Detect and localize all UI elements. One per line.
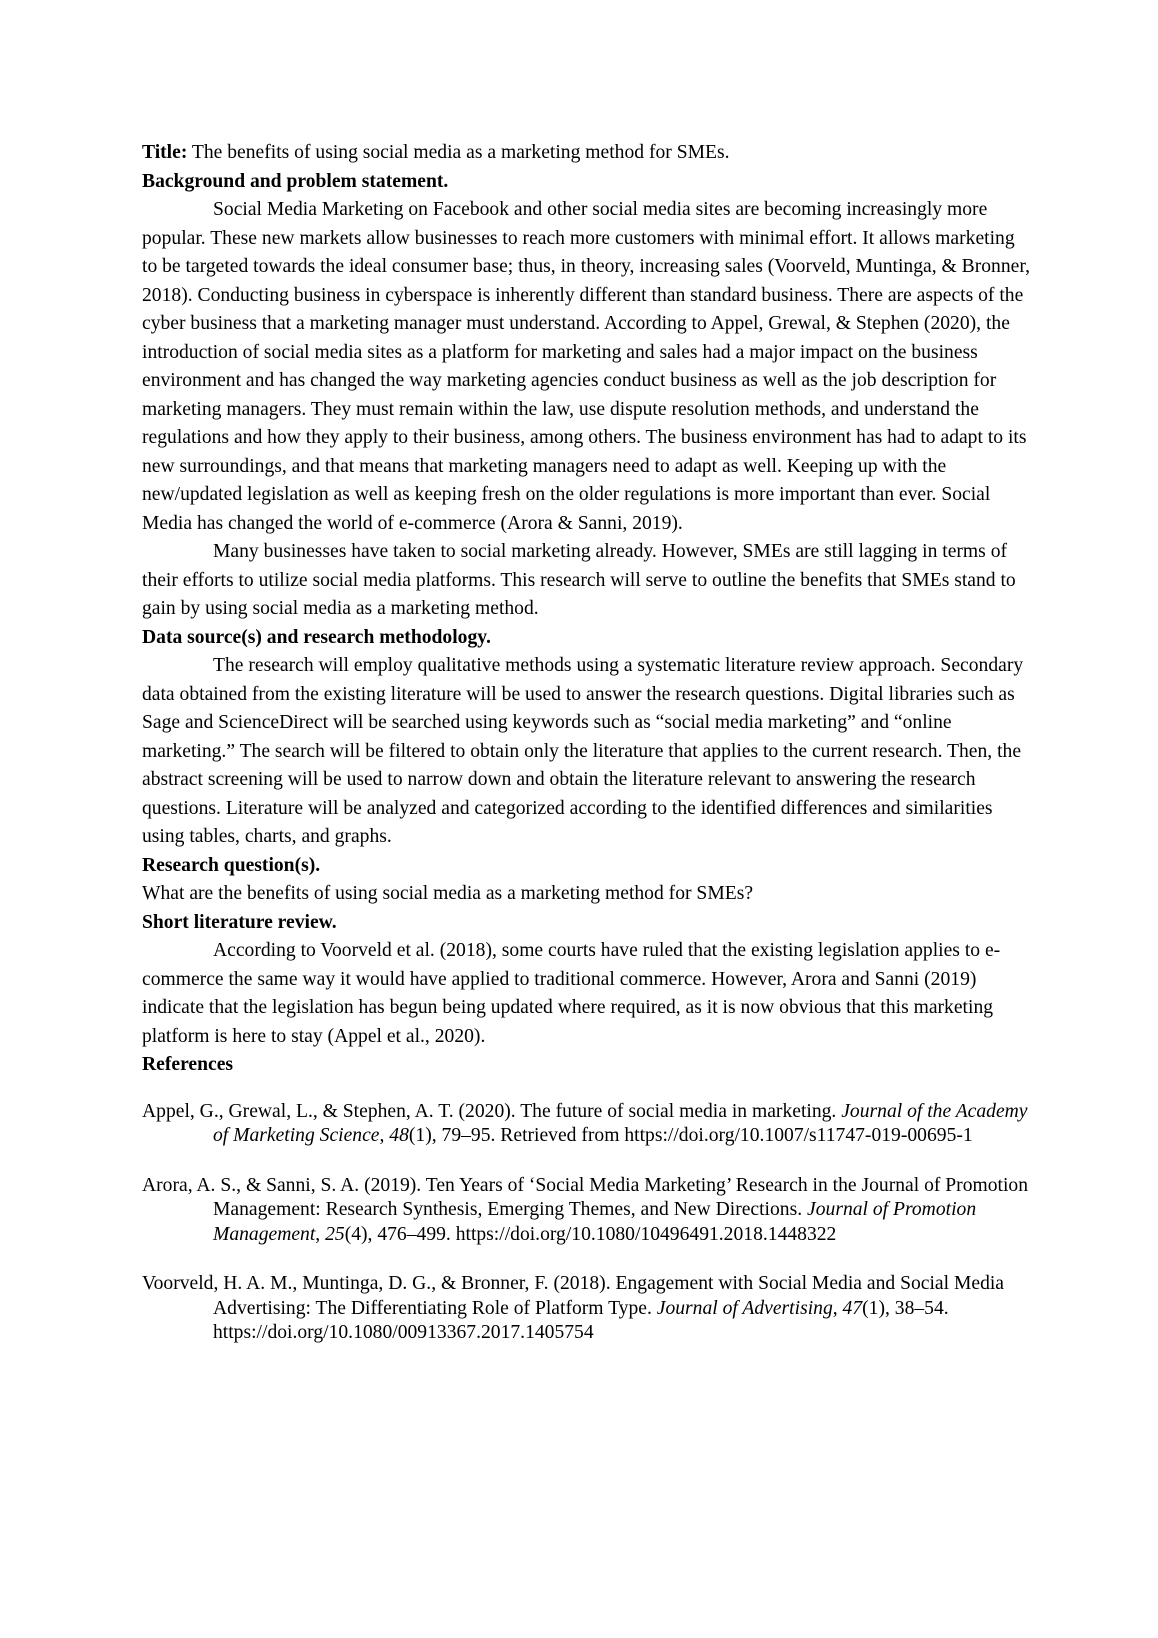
title-line <box>142 139 1032 168</box>
reference-journal: Journal of the Academy of Marketing Science <box>213 1100 1028 1146</box>
reference-volume: 48 <box>389 1125 409 1146</box>
research-question-1: What are the benefits of using social media as a marketing method for SMEs? <box>142 883 754 904</box>
document-page <box>142 139 1032 1371</box>
references-heading: References <box>142 1054 234 1075</box>
reference-details: (1), 79–95. Retrieved from https://doi.org/10.1007/s11747-019-00695-1 <box>408 1125 973 1146</box>
title-text: The benefits of using social media as a marketing method for SMEs. <box>187 142 730 163</box>
reference-journal: Journal of Promotion Management <box>213 1199 977 1245</box>
reference-volume: 25 <box>325 1223 345 1245</box>
reference-item <box>142 1174 1032 1248</box>
reference-separator: , <box>315 1223 326 1245</box>
reference-details: (1), 38–54. https://doi.org/10.1080/00913367.2017.1405754 <box>213 1297 949 1343</box>
reference-separator: , <box>379 1125 390 1146</box>
reference-volume: 47 <box>842 1297 863 1319</box>
reference-details: (4), 476–499. https://doi.org/10.1080/10496491.2018.1448322 <box>344 1223 837 1245</box>
reference-item <box>142 1272 1032 1346</box>
research-questions-heading: Research question(s). <box>142 854 321 876</box>
literature-review-heading: Short literature review. <box>142 911 337 933</box>
background-heading: Background and problem statement. <box>142 170 449 192</box>
background-paragraph-2: Many businesses have taken to social marketing already. However, SMEs are still lagging in terms of their efforts to utilize social media platforms. This research will serve to outline the benefits that SMEs stand to gain by using social media as a marketing method. <box>142 541 1016 619</box>
reference-text: Voorveld, H. A. M., Muntinga, D. G., & Bronner, F. (2018). Engagement with Social Media and Social Media Advertising: The Differentiating Role of Platform Type. <box>142 1273 1005 1319</box>
reference-text: Appel, G., Grewal, L., & Stephen, A. T. (2020). The future of social media in marketing. <box>142 1100 842 1122</box>
reference-separator: , <box>832 1297 843 1319</box>
methodology-paragraph: The research will employ qualitative methods using a systematic literature review approach. Secondary data obtained from the existing literature will be used to answer the research questions. Digital libraries such as Sage and ScienceDirect will be searched using keywords such as “social media marketing” and “online marketing.” The search will be filtered to obtain only the literature that applies to the current research. Then, the abstract screening will be used to narrow down and obtain the literature relevant to answering the research questions. Literature will be analyzed and categorized according to the identified differences and similarities using tables, charts, and graphs. <box>142 655 1024 847</box>
reference-text: Arora, A. S., & Sanni, S. A. (2019). Ten Years of ‘Social Media Marketing’ Research in the Journal of Promotion Management: Research Synthesis, Emerging Themes, and New Directions. <box>142 1174 1029 1220</box>
background-paragraph-1: Social Media Marketing on Facebook and other social media sites are becoming increasingly more popular. These new markets allow businesses to reach more customers with minimal effort. It allows marketing to be targeted towards the ideal consumer base; thus, in theory, increasing sales (Voorveld, Muntinga, & Bronner, 2018). Conducting business in cyberspace is inherently different than standard business. There are aspects of the cyber business that a marketing manager must understand. According to Appel, Grewal, & Stephen (2020), the introduction of social media sites as a platform for marketing and sales had a major impact on the business environment and has changed the way marketing agencies conduct business as well as the job description for marketing managers. They must remain within the law, use dispute resolution methods, and understand the regulations and how they apply to their business, among others. The business environment has had to adapt to its new surroundings, and that means that marketing managers need to adapt as well. Keeping up with the new/updated legislation as well as keeping fresh on the older regulations is more important than ever. Social Media has changed the world of e-commerce (Arora & Sanni, 2019). <box>142 199 1030 534</box>
reference-item <box>142 1100 1032 1149</box>
literature-review-paragraph: According to Voorveld et al. (2018), some courts have ruled that the existing legislation applies to e-commerce the same way it would have applied to traditional commerce. However, Arora and Sanni (2019) indicate that the legislation has begun being updated where required, as it is now obvious that this marketing platform is here to stay (Appel et al., 2020). <box>142 940 1001 1047</box>
title-label: Title: <box>142 142 188 163</box>
methodology-heading: Data source(s) and research methodology. <box>142 626 491 648</box>
reference-journal: Journal of Advertising <box>656 1297 833 1319</box>
